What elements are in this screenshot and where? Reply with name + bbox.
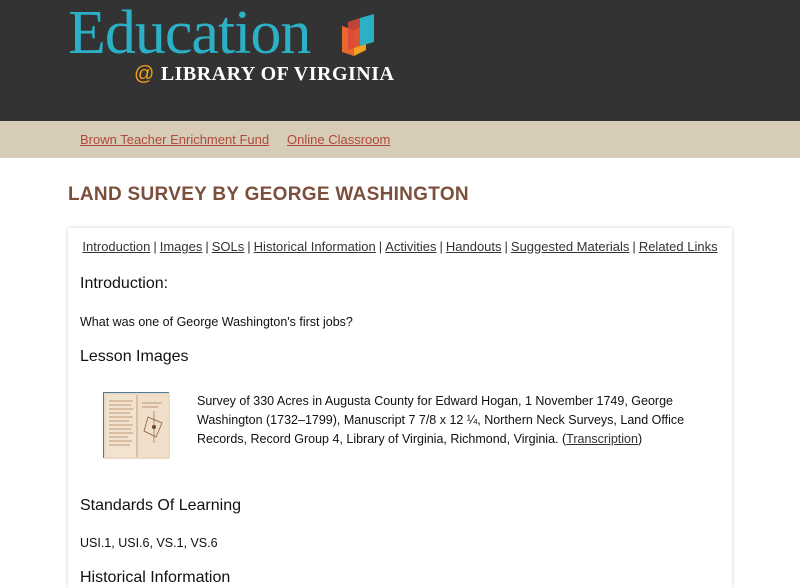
introduction-text: What was one of George Washington's first jobs?	[80, 315, 353, 329]
toc-link-introduction[interactable]: Introduction	[82, 239, 151, 254]
toc-separator: |	[153, 239, 157, 254]
nav-link-online-classroom[interactable]: Online Classroom	[287, 132, 391, 147]
lesson-table-of-contents	[68, 239, 732, 254]
nav-link-brown-teacher-fund[interactable]: Brown Teacher Enrichment Fund	[80, 132, 270, 147]
caption-text: Survey of 330 Acres in Augusta County for Edward Hogan, 1 November 1749, George Washington (1732–1799), Manuscript 7 7/8 x 12 ¼, Northern Neck Surveys, Land Office Records, Record Group 4, Library of Virginia, Richmond, Virginia.	[197, 394, 685, 446]
lesson-image-caption	[197, 392, 697, 449]
historical-information-heading: Historical Information	[80, 569, 231, 586]
toc-separator: |	[205, 239, 209, 254]
logo-library-text: LIBRARY OF VIRGINIA	[160, 63, 395, 85]
survey-manuscript-thumbnail[interactable]	[103, 392, 169, 458]
introduction-heading: Introduction:	[80, 275, 169, 292]
standards-of-learning-heading: Standards Of Learning	[80, 497, 241, 514]
logo-at-symbol: @	[134, 63, 155, 85]
toc-link-handouts[interactable]: Handouts	[445, 239, 502, 254]
manuscript-image-icon	[104, 393, 170, 459]
sub-navigation	[0, 121, 800, 158]
toc-separator: |	[632, 239, 636, 254]
toc-link-suggested-materials[interactable]: Suggested Materials	[510, 239, 630, 254]
site-logo-education[interactable]: Education	[68, 0, 311, 67]
transcription-link[interactable]: Transcription	[566, 432, 638, 446]
toc-separator: |	[504, 239, 508, 254]
site-logo-subtitle	[134, 62, 394, 86]
caption-paren-close: )	[637, 432, 643, 446]
standards-of-learning-text: USI.1, USI.6, VS.1, VS.6	[80, 536, 218, 550]
toc-link-activities[interactable]: Activities	[385, 239, 437, 254]
toc-separator: |	[439, 239, 443, 254]
site-header	[0, 0, 800, 121]
toc-separator: |	[378, 239, 383, 254]
caption-paren-open: (	[562, 432, 567, 446]
lesson-images-heading: Lesson Images	[80, 348, 189, 365]
toc-link-sols[interactable]: SOLs	[211, 239, 245, 254]
book-logo-icon	[340, 12, 380, 58]
toc-separator: |	[247, 239, 251, 254]
page-title: LAND SURVEY BY GEORGE WASHINGTON	[68, 184, 469, 205]
toc-link-historical-information[interactable]: Historical Information	[253, 239, 376, 254]
toc-link-related-links[interactable]: Related Links	[638, 239, 718, 254]
toc-link-images[interactable]: Images	[159, 239, 203, 254]
lesson-content-card	[68, 228, 732, 588]
